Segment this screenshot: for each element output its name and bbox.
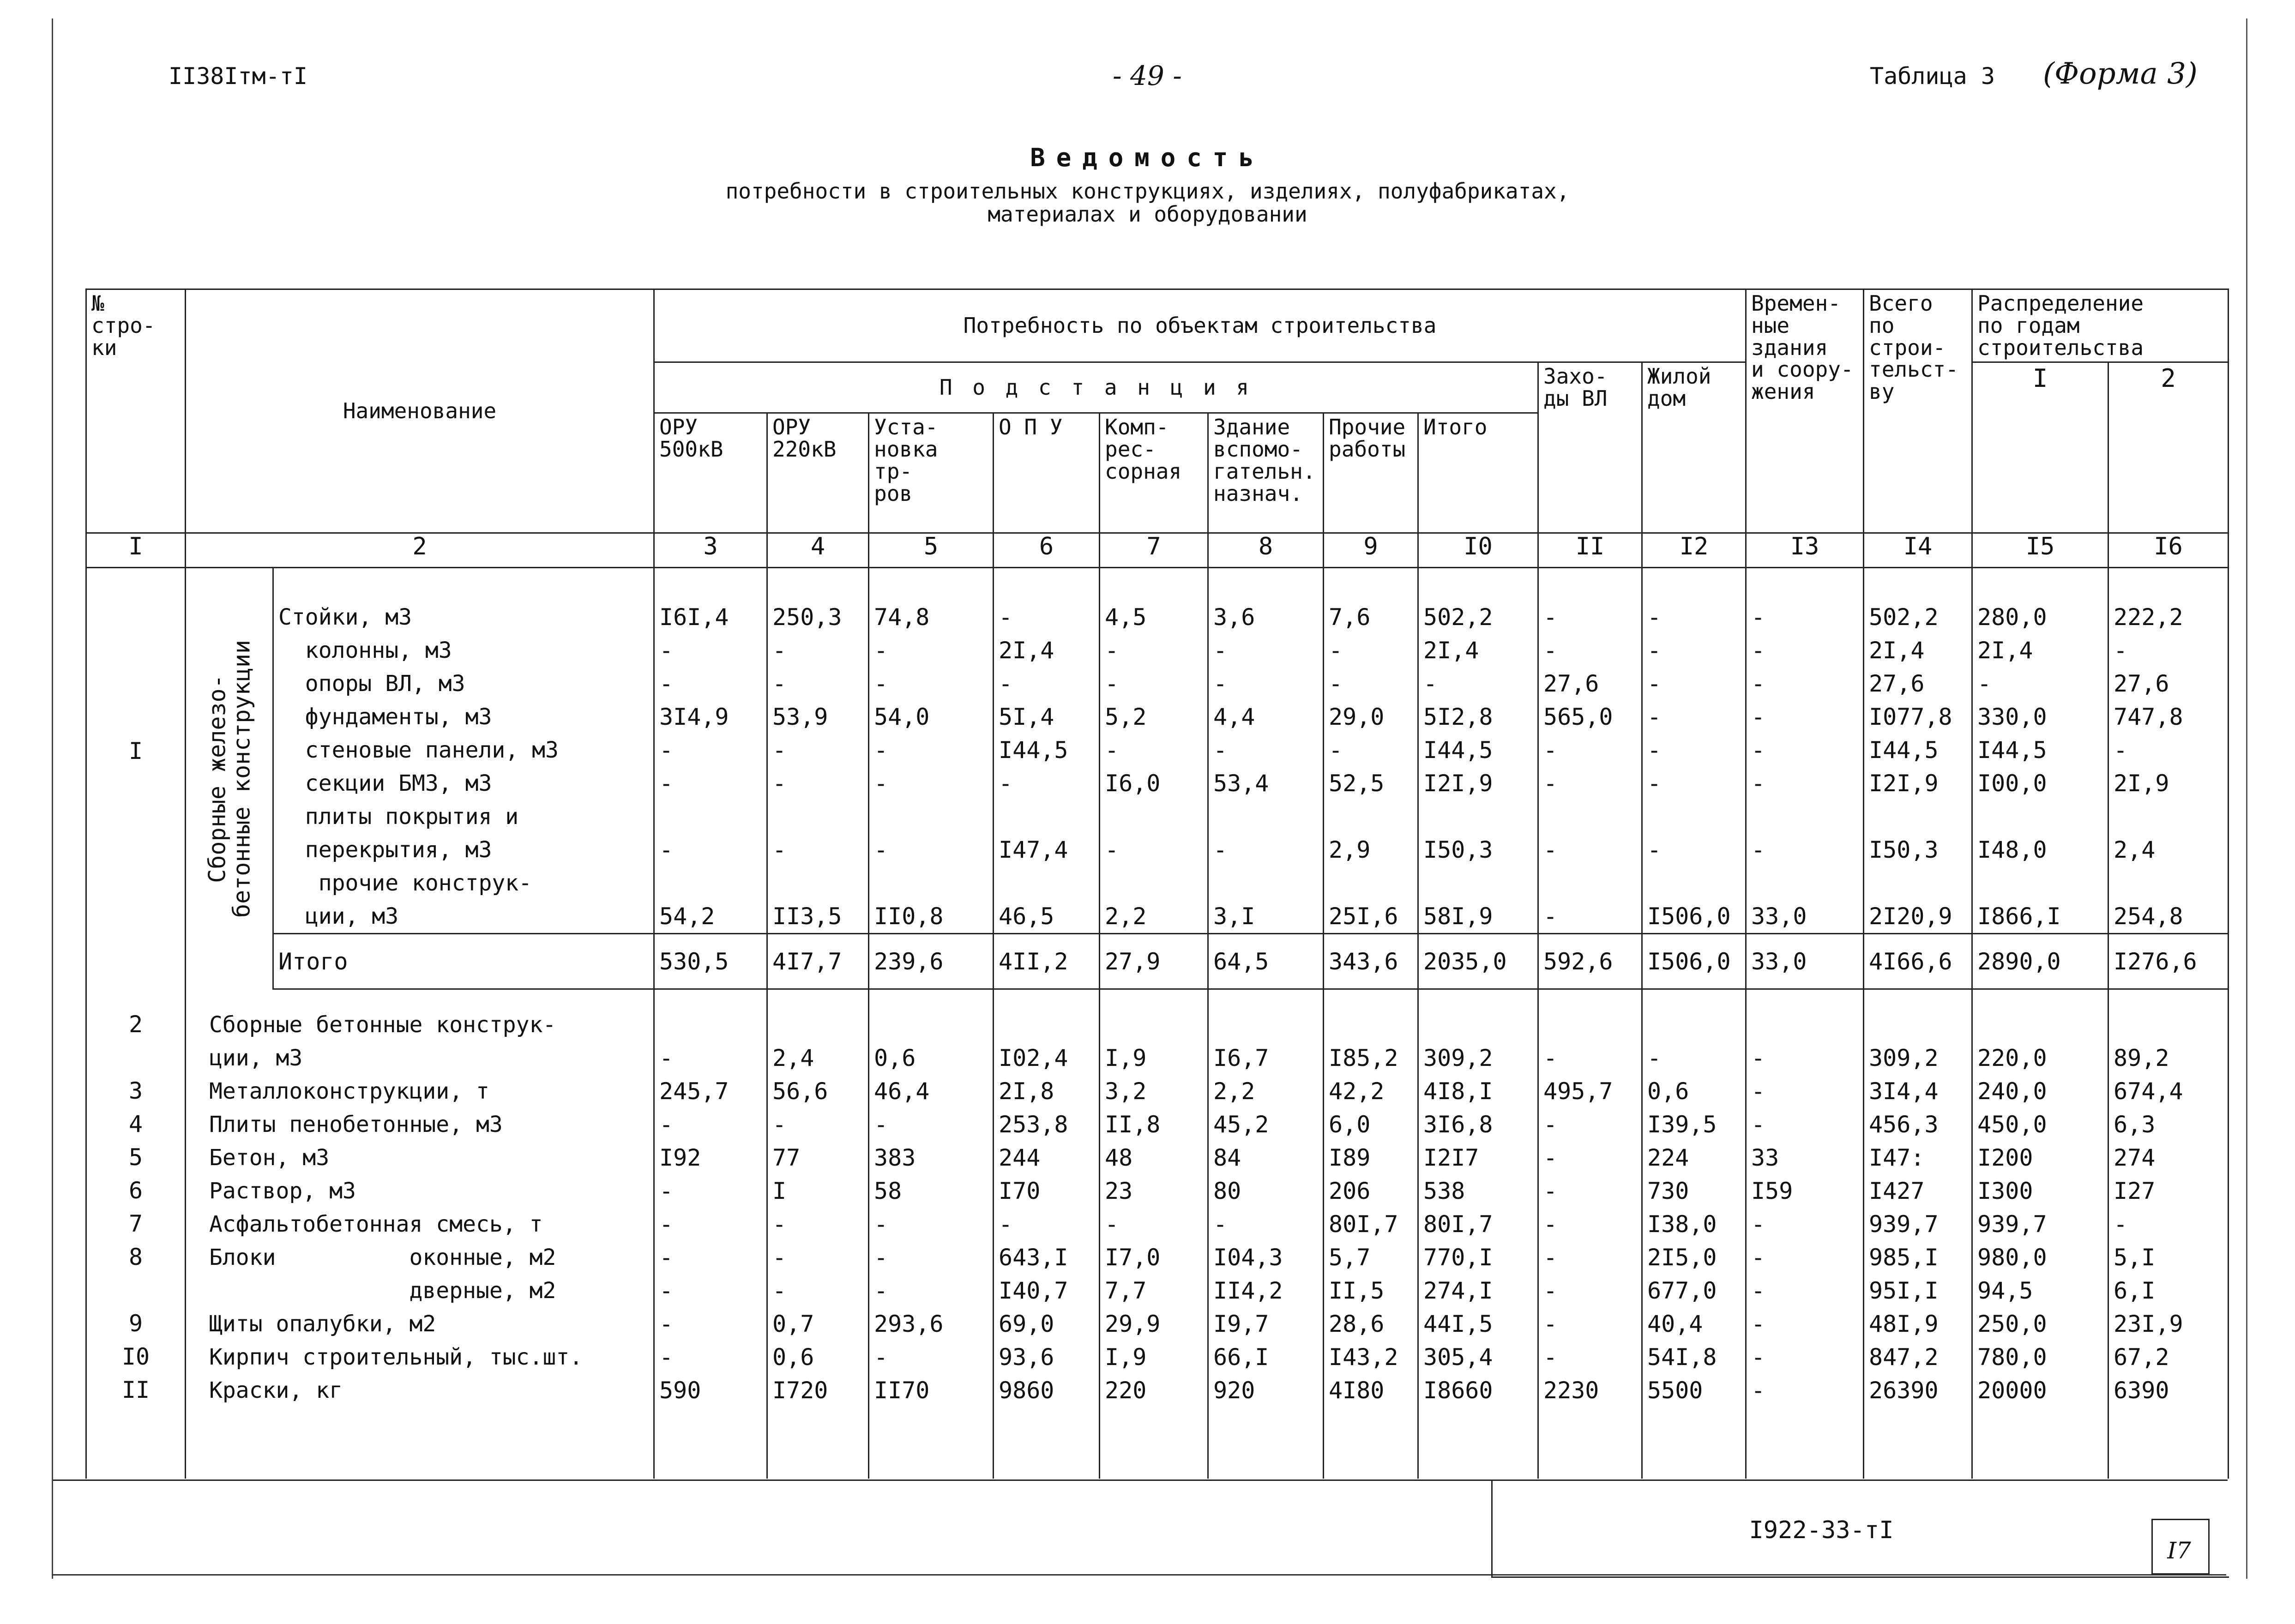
col-number: II xyxy=(1538,533,1642,568)
rest-names: Сборные бетонные конструк- ции, м3 Металлоконструкции, т Плиты пенобетонные, м3 Бетон, м3 Раствор, м3 Асфальтобетонная смесь, т Блоки оконные, м2 дверные, м2 Щиты опалубки, м2 Кирпич строительный, тыс.шт. Краски, кг xyxy=(186,989,654,1479)
rest-c6: I02,4 2I,8 253,8 244 I70 - 643,I I40,7 69,0 93,6 9860 xyxy=(994,989,1100,1479)
header-row-no: № стро- ки xyxy=(86,289,186,533)
header-year-2: 2 xyxy=(2108,362,2229,533)
rest-c10: 309,2 4I8,I 3I6,8 I2I7 538 80I,7 770,I 274,I 44I,5 305,4 I8660 xyxy=(1418,989,1538,1479)
header-other-works: Прочие работы xyxy=(1324,413,1418,533)
row-numbers: 2 3 4 5 6 7 8 9 I0 II xyxy=(86,989,186,1479)
col-number: 9 xyxy=(1324,533,1418,568)
group1-total-c8: 64,5 xyxy=(1208,934,1324,989)
group1-total-c14: 4I66,6 xyxy=(1864,934,1972,989)
group1-total-c3: 530,5 xyxy=(654,934,767,989)
group1-total-c7: 27,9 xyxy=(1100,934,1208,989)
rest-c15: 220,0 240,0 450,0 I200 I300 939,7 980,0 94,5 250,0 780,0 20000 xyxy=(1972,989,2108,1479)
header-transformer-install: Уста- новка тр- ров xyxy=(869,413,994,533)
group1-c16: 222,2 - 27,6 747,8 - 2I,9 2,4 254,8 xyxy=(2108,568,2229,934)
sheet-number: I7 xyxy=(2167,1537,2191,1564)
header-total-construction: Всего по строи- тельст- ву xyxy=(1864,289,1972,533)
row-number: I xyxy=(86,568,186,989)
rest-c9: I85,2 42,2 6,0 I89 206 80I,7 5,7 II,5 28,6 I43,2 4I80 xyxy=(1324,989,1418,1479)
group1-c7: 4,5 - - 5,2 - I6,0 - 2,2 xyxy=(1100,568,1208,934)
col-number: I6 xyxy=(2108,533,2229,568)
group1-total-c13: 33,0 xyxy=(1746,934,1864,989)
header-distribution: Распределение по годам строительства xyxy=(1972,289,2229,362)
footer-document-code: I922-33-тI xyxy=(1749,1516,1894,1544)
table-row-group-1 xyxy=(86,568,2229,934)
header-vl-entries: Захо- ды ВЛ xyxy=(1538,362,1642,533)
page-number: - 49 - xyxy=(1113,60,1182,91)
group1-c9: 7,6 - - 29,0 - 52,5 2,9 25I,6 xyxy=(1324,568,1418,934)
group1-total-c12: I506,0 xyxy=(1642,934,1746,989)
col-number: I5 xyxy=(1972,533,2108,568)
col-number: 2 xyxy=(186,533,654,568)
header-year-1: I xyxy=(1972,362,2108,533)
col-number: I2 xyxy=(1642,533,1746,568)
group1-total-c9: 343,6 xyxy=(1324,934,1418,989)
table-row-group-1-total xyxy=(86,934,2229,989)
header-residential: Жилой дом xyxy=(1642,362,1746,533)
rest-c13: - - - 33 I59 - - - - - - xyxy=(1746,989,1864,1479)
group1-total-c4: 4I7,7 xyxy=(767,934,869,989)
group1-total-c16: I276,6 xyxy=(2108,934,2229,989)
col-number: 6 xyxy=(994,533,1100,568)
document-subtitle: потребности в строительных конструкциях, изделиях, полуфабрикатах, материалах и оборудовании xyxy=(725,179,1570,227)
group1-c4: 250,3 - - 53,9 - - - II3,5 xyxy=(767,568,869,934)
rest-c3: - 245,7 - I92 - - - - - - 590 xyxy=(654,989,767,1479)
document-code: II38Iтм-тI xyxy=(169,63,308,90)
group1-total-name: Итого xyxy=(273,934,654,989)
rest-c5: 0,6 46,4 - 383 58 - - - 293,6 - II70 xyxy=(869,989,994,1479)
rest-c8: I6,7 2,2 45,2 84 80 - I04,3 II4,2 I9,7 66,I 920 xyxy=(1208,989,1324,1479)
col-number: I4 xyxy=(1864,533,1972,568)
rest-c7: I,9 3,2 II,8 48 23 - I7,0 7,7 29,9 I,9 220 xyxy=(1100,989,1208,1479)
header-name: Наименование xyxy=(186,289,654,533)
requirements-table xyxy=(85,289,2229,1479)
group1-c15: 280,0 2I,4 - 330,0 I44,5 I00,0 I48,0 I866,I xyxy=(1972,568,2108,934)
rest-c12: - 0,6 I39,5 224 730 I38,0 2I5,0 677,0 40,4 54I,8 5500 xyxy=(1642,989,1746,1479)
group1-names: Стойки, м3 колонны, м3 опоры ВЛ, м3 фундаменты, м3 стеновые панели, м3 секции БМЗ, м3 плиты покрытия и перекрытия, м3 прочие конструк- ции, м3 xyxy=(273,568,654,934)
rest-c4: 2,4 56,6 - 77 I - - - 0,7 0,6 I720 xyxy=(767,989,869,1479)
header-aux-building: Здание вспомо- гательн. назнач. xyxy=(1208,413,1324,533)
col-number: I0 xyxy=(1418,533,1538,568)
group1-c13: - - - - - - - 33,0 xyxy=(1746,568,1864,934)
header-compressor: Комп- рес- сорная xyxy=(1100,413,1208,533)
group1-c11: - - 27,6 565,0 - - - - xyxy=(1538,568,1642,934)
header-oru-500: ОРУ 500кВ xyxy=(654,413,767,533)
group1-total-c5: 239,6 xyxy=(869,934,994,989)
group1-total-c15: 2890,0 xyxy=(1972,934,2108,989)
col-number: 3 xyxy=(654,533,767,568)
col-number: 8 xyxy=(1208,533,1324,568)
form-label: (Форма 3) xyxy=(2043,57,2198,91)
table-label: Таблица 3 xyxy=(1870,63,1995,90)
header-oru-220: ОРУ 220кВ xyxy=(767,413,869,533)
page-right-border xyxy=(2246,18,2247,1579)
rest-c16: 89,2 674,4 6,3 274 I27 - 5,I 6,I 23I,9 67,2 6390 xyxy=(2108,989,2229,1479)
col-number: I3 xyxy=(1746,533,1864,568)
header-opu: О П У xyxy=(994,413,1100,533)
group1-total-c6: 4II,2 xyxy=(994,934,1100,989)
document-title: Ведомость xyxy=(1030,143,1265,172)
page-left-border xyxy=(52,18,53,1579)
group1-total-c11: 592,6 xyxy=(1538,934,1642,989)
vertical-label-cell xyxy=(186,568,273,989)
header-itogo: Итого xyxy=(1418,413,1538,533)
group1-c14: 502,2 2I,4 27,6 I077,8 I44,5 I2I,9 I50,3 2I20,9 xyxy=(1864,568,1972,934)
header-substation: П о д с т а н ц и я xyxy=(654,362,1538,413)
vertical-label: Сборные железо- бетонные конструкции xyxy=(204,640,255,918)
header-need-by-objects: Потребность по объектам строительства xyxy=(654,289,1746,362)
col-number: 5 xyxy=(869,533,994,568)
group1-c6: - 2I,4 - 5I,4 I44,5 - I47,4 46,5 xyxy=(994,568,1100,934)
header-temp-buildings: Времен- ные здания и соору- жения xyxy=(1746,289,1864,533)
col-number: 4 xyxy=(767,533,869,568)
table-rows-2-11 xyxy=(86,989,2229,1479)
group1-c3: I6I,4 - - 3I4,9 - - - 54,2 xyxy=(654,568,767,934)
rest-c11: - 495,7 - - - - - - - - 2230 xyxy=(1538,989,1642,1479)
col-number: 7 xyxy=(1100,533,1208,568)
group1-total-c10: 2035,0 xyxy=(1418,934,1538,989)
group1-c12: - - - - - - - I506,0 xyxy=(1642,568,1746,934)
col-number: I xyxy=(86,533,186,568)
rest-c14: 309,2 3I4,4 456,3 I47: I427 939,7 985,I 95I,I 48I,9 847,2 26390 xyxy=(1864,989,1972,1479)
group1-c10: 502,2 2I,4 - 5I2,8 I44,5 I2I,9 I50,3 58I,9 xyxy=(1418,568,1538,934)
group1-c5: 74,8 - - 54,0 - - - II0,8 xyxy=(869,568,994,934)
group1-c8: 3,6 - - 4,4 - 53,4 - 3,I xyxy=(1208,568,1324,934)
